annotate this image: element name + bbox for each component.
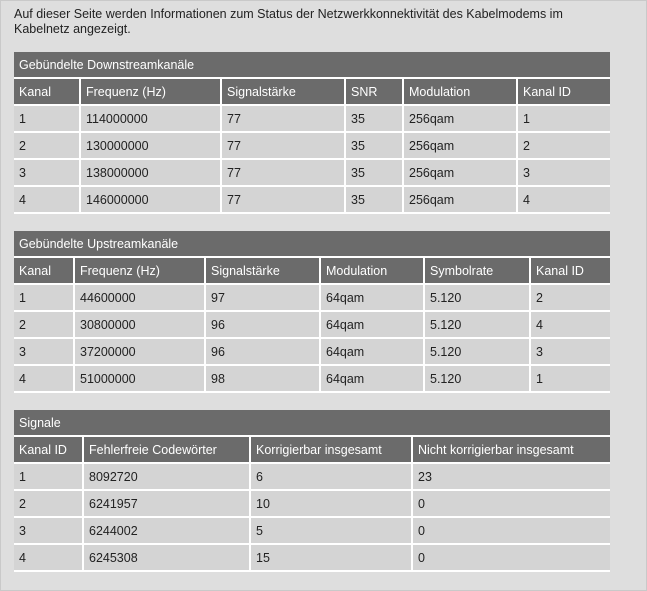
table-cell: 1	[14, 285, 75, 312]
table-row	[14, 366, 610, 393]
table-cell: 64qam	[321, 339, 425, 366]
table-row	[14, 312, 610, 339]
table-cell: 256qam	[404, 133, 518, 160]
column-header: Frequenz (Hz)	[75, 258, 206, 285]
table-row	[14, 133, 610, 160]
table-cell: 4	[518, 187, 610, 214]
table-cell: 138000000	[81, 160, 222, 187]
table-row	[14, 545, 610, 572]
table-cell: 77	[222, 160, 346, 187]
table-cell: 2	[531, 285, 610, 312]
table-cell: 0	[413, 491, 610, 518]
table-cell: 3	[14, 518, 84, 545]
table-cell: 96	[206, 312, 321, 339]
table-cell: 1	[14, 464, 84, 491]
table-cell: 35	[346, 187, 404, 214]
table-cell: 1	[14, 106, 81, 133]
table-row	[14, 518, 610, 545]
column-header: Nicht korrigierbar insgesamt	[413, 437, 610, 464]
table-cell: 3	[531, 339, 610, 366]
table-cell: 64qam	[321, 366, 425, 393]
table-cell: 77	[222, 187, 346, 214]
table-cell: 77	[222, 133, 346, 160]
column-header: Kanal ID	[531, 258, 610, 285]
signals-table	[14, 410, 610, 572]
table-cell: 6241957	[84, 491, 251, 518]
table-cell: 256qam	[404, 106, 518, 133]
column-header: Korrigierbar insgesamt	[251, 437, 413, 464]
table-cell: 23	[413, 464, 610, 491]
table-row	[14, 285, 610, 312]
column-header: Modulation	[321, 258, 425, 285]
table-cell: 10	[251, 491, 413, 518]
column-header: Fehlerfreie Codewörter	[84, 437, 251, 464]
table-cell: 2	[14, 312, 75, 339]
table-row	[14, 106, 610, 133]
column-header: Kanal	[14, 79, 81, 106]
table-cell: 35	[346, 133, 404, 160]
table-cell: 1	[518, 106, 610, 133]
table-cell: 5.120	[425, 339, 531, 366]
table-cell: 30800000	[75, 312, 206, 339]
table-cell: 98	[206, 366, 321, 393]
table-cell: 6245308	[84, 545, 251, 572]
table-cell: 37200000	[75, 339, 206, 366]
table-cell: 3	[518, 160, 610, 187]
table-cell: 6	[251, 464, 413, 491]
table-cell: 4	[531, 312, 610, 339]
table-cell: 5	[251, 518, 413, 545]
table-cell: 4	[14, 366, 75, 393]
downstream-channels-table	[14, 52, 610, 214]
table-row	[14, 491, 610, 518]
table-cell: 64qam	[321, 312, 425, 339]
table-row	[14, 339, 610, 366]
table-cell: 8092720	[84, 464, 251, 491]
table-cell: 1	[531, 366, 610, 393]
page-description: Auf dieser Seite werden Informationen zum Status der Netzwerkkonnektivität des Kabelmodems im Kabelnetz angezeigt.	[14, 7, 563, 36]
table-cell: 97	[206, 285, 321, 312]
column-header: Symbolrate	[425, 258, 531, 285]
table-cell: 2	[14, 491, 84, 518]
column-header: Signalstärke	[222, 79, 346, 106]
table-cell: 114000000	[81, 106, 222, 133]
upstream-section-title: Gebündelte Upstreamkanäle	[14, 231, 610, 258]
signals-section-title: Signale	[14, 410, 610, 437]
table-cell: 64qam	[321, 285, 425, 312]
table-cell: 256qam	[404, 187, 518, 214]
table-cell: 5.120	[425, 366, 531, 393]
table-row	[14, 464, 610, 491]
column-header: Frequenz (Hz)	[81, 79, 222, 106]
table-cell: 51000000	[75, 366, 206, 393]
table-cell: 146000000	[81, 187, 222, 214]
column-header: SNR	[346, 79, 404, 106]
table-cell: 256qam	[404, 160, 518, 187]
table-cell: 35	[346, 160, 404, 187]
column-header: Kanal ID	[518, 79, 610, 106]
table-cell: 4	[14, 187, 81, 214]
table-cell: 96	[206, 339, 321, 366]
table-cell: 6244002	[84, 518, 251, 545]
table-cell: 0	[413, 518, 610, 545]
table-cell: 2	[14, 133, 81, 160]
table-cell: 5.120	[425, 312, 531, 339]
table-cell: 0	[413, 545, 610, 572]
table-cell: 35	[346, 106, 404, 133]
column-header: Kanal	[14, 258, 75, 285]
table-cell: 15	[251, 545, 413, 572]
table-row	[14, 187, 610, 214]
table-cell: 3	[14, 160, 81, 187]
column-header: Modulation	[404, 79, 518, 106]
table-cell: 130000000	[81, 133, 222, 160]
table-cell: 4	[14, 545, 84, 572]
table-cell: 2	[518, 133, 610, 160]
table-cell: 5.120	[425, 285, 531, 312]
column-header: Kanal ID	[14, 437, 84, 464]
table-cell: 77	[222, 106, 346, 133]
table-cell: 3	[14, 339, 75, 366]
downstream-section-title: Gebündelte Downstreamkanäle	[14, 52, 610, 79]
upstream-channels-table	[14, 231, 610, 393]
table-row	[14, 160, 610, 187]
column-header: Signalstärke	[206, 258, 321, 285]
table-cell: 44600000	[75, 285, 206, 312]
